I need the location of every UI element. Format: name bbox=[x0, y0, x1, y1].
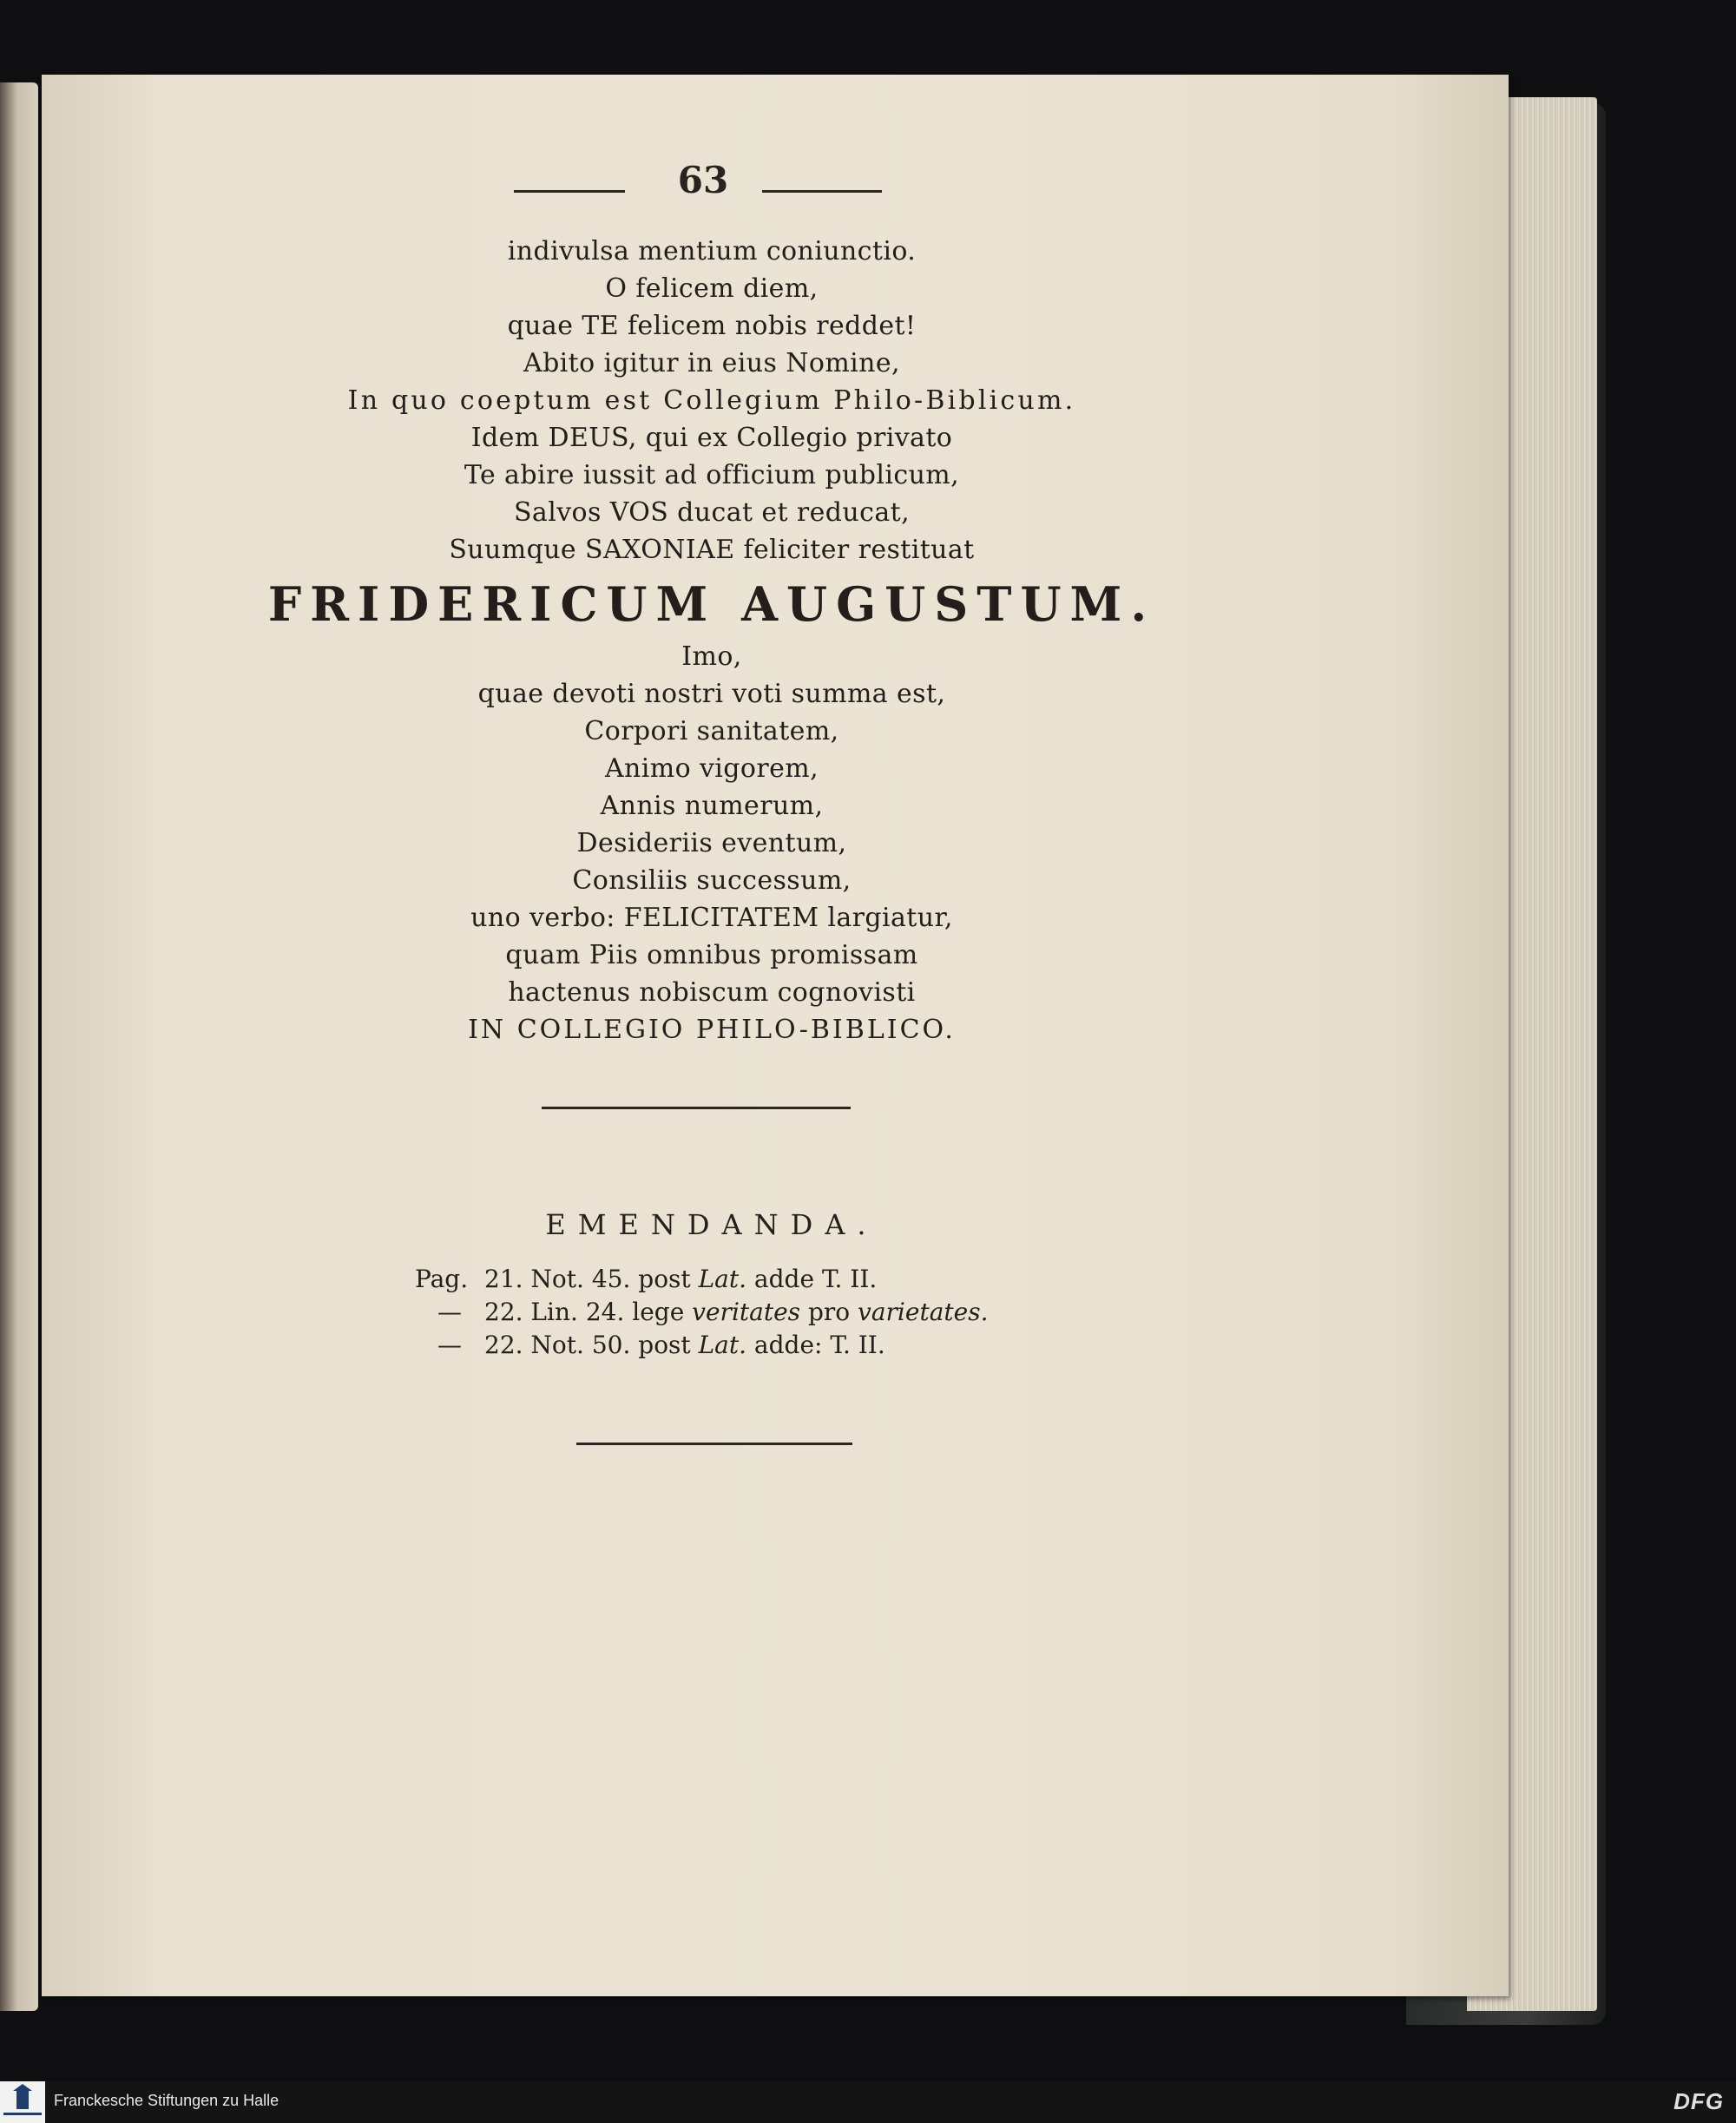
text-line: IN COLLEGIO PHILO-BIBLICO. bbox=[468, 1015, 956, 1045]
errata-italic: Lat. bbox=[698, 1331, 747, 1359]
dedication-text bbox=[191, 233, 1233, 1048]
errata-italic: varietates. bbox=[858, 1298, 989, 1326]
errata-text: 22. Lin. 24. lege bbox=[484, 1298, 693, 1326]
text-line: quae devoti nostri voti summa est, bbox=[477, 679, 946, 709]
section-divider bbox=[542, 1107, 851, 1109]
errata-ref: — bbox=[437, 1331, 462, 1359]
emendanda-heading: EMENDANDA. bbox=[545, 1208, 878, 1241]
text-line: Corpori sanitatem, bbox=[584, 716, 839, 746]
text-line: Salvos VOS ducat et reducat, bbox=[513, 497, 911, 528]
errata-ref: Pag. bbox=[415, 1265, 469, 1293]
errata-italic: Lat. bbox=[698, 1265, 747, 1293]
header-rule-right bbox=[762, 190, 882, 193]
errata-text: 21. Not. 45. post bbox=[484, 1265, 699, 1293]
viewer-footer bbox=[0, 2081, 1736, 2123]
name-heading: FRIDERICUM AUGUSTUM. bbox=[267, 576, 1156, 632]
text-line: uno verbo: FELICITATEM largiatur, bbox=[470, 903, 953, 933]
closing-divider bbox=[576, 1443, 852, 1445]
errata-text: adde: T. II. bbox=[746, 1331, 885, 1359]
text-line: Desideriis eventum, bbox=[576, 828, 847, 858]
errata-row bbox=[415, 1296, 988, 1329]
dfg-logo: DFG bbox=[1674, 2088, 1724, 2114]
header-rule-left bbox=[514, 190, 625, 193]
errata-text: 22. Not. 50. post bbox=[484, 1331, 699, 1359]
text-line: In quo coeptum est Collegium Philo-Biblicum. bbox=[347, 385, 1076, 416]
errata-row bbox=[415, 1263, 988, 1296]
left-page-edge bbox=[0, 82, 38, 2011]
text-line: Consiliis successum, bbox=[572, 865, 852, 896]
text-line: hactenus nobiscum cognovisti bbox=[508, 977, 916, 1008]
text-line: Idem DEUS, qui ex Collegio privato bbox=[470, 423, 953, 453]
text-line: Abito igitur in eius Nomine, bbox=[523, 348, 900, 378]
errata-ref: — bbox=[437, 1298, 462, 1326]
text-line: O felicem diem, bbox=[605, 273, 819, 304]
page-number: 63 bbox=[677, 159, 729, 201]
text-line: quae TE felicem nobis reddet! bbox=[507, 311, 917, 341]
errata-list bbox=[415, 1263, 988, 1362]
errata-italic: veritates bbox=[692, 1298, 801, 1326]
text-line: indivulsa mentium coniunctio. bbox=[507, 236, 917, 266]
institution-name: Franckesche Stiftungen zu Halle bbox=[54, 2092, 279, 2109]
text-line: Imo, bbox=[681, 641, 742, 672]
text-line: Animo vigorem, bbox=[604, 753, 819, 784]
text-line: Annis numerum, bbox=[600, 791, 824, 821]
errata-text: pro bbox=[800, 1298, 858, 1326]
institution-logo-icon bbox=[0, 2081, 45, 2123]
text-line: quam Piis omnibus promissam bbox=[505, 940, 918, 970]
errata-text: adde T. II. bbox=[746, 1265, 878, 1293]
text-line: Suumque SAXONIAE feliciter restituat bbox=[449, 535, 975, 565]
errata-row bbox=[415, 1329, 988, 1362]
text-line: Te abire iussit ad officium publicum, bbox=[464, 460, 960, 490]
